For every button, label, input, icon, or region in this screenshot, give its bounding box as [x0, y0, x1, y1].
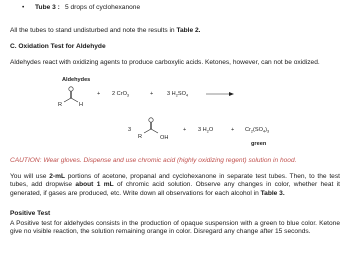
procedure-paragraph: You will use 2-mL portions of acetone, propanal and cyclohexanone in separate test tubes. Then, to the test tubes, add dropwise about 1 mL of chromic acid solution. Observe any changes in color, whether heat it generated, if gases are produced, etc. Write down all observations for each alcohol in Table 3. [10, 173, 340, 197]
table2-ref: Table 2. [176, 27, 201, 34]
statement-text: Aldehydes react with oxidizing agents to produce carboxylic acids. Ketones, however, can not be oxidized. [10, 59, 320, 66]
aldehyde-r: R [58, 102, 63, 108]
section-heading: C. Oxidation Test for Aldehyde [10, 43, 106, 50]
tube3-label: Tube 3 : [35, 4, 60, 11]
table3-ref: Table 3. [260, 189, 285, 197]
positive-text: A Positive test for aldehydes consists in the production of opaque suspension with a green to blue color. Ketone give no visible reaction, the solution remaining orange in color. Disregard any change after 15 seconds. [10, 220, 340, 236]
aldehydes-label: Aldehydes [62, 77, 91, 83]
green-label: green [251, 141, 267, 147]
aldehyde-structure [64, 87, 78, 102]
tube3-text: 5 drops of cyclohexanone [65, 4, 141, 11]
water: 3 $H_2O$ [198, 127, 214, 134]
plus-4: + [231, 127, 235, 133]
acid-r: R [138, 134, 143, 140]
aldehyde-h: H [79, 102, 84, 108]
caution-text: CAUTION: Wear gloves. Dispense and use chromic acid (highly oxidizing regent) solution in hood. [10, 157, 297, 164]
plus-3: + [183, 127, 187, 133]
acid-oh: OH [160, 135, 169, 141]
reagent-cro3: 2 CrO$_3$ [112, 91, 130, 98]
product-coefficient: 3 [128, 127, 132, 133]
reagent-h2so4: 3 $H_2SO_4$ [167, 91, 189, 98]
volume-2ml: 2-mL [49, 173, 65, 180]
bullet: • [22, 4, 25, 11]
plus-2: + [150, 91, 154, 97]
plus-1: + [97, 91, 101, 97]
chromium-sulfate: $Cr_2(SO_4)_3$ [245, 127, 270, 134]
reaction-arrow [206, 92, 234, 96]
acid-structure [144, 118, 158, 133]
volume-1ml: about 1 mL [75, 181, 114, 189]
intro-text: All the tubes to stand undisturbed and note the results in [10, 27, 175, 34]
positive-heading: Positive Test [10, 210, 51, 217]
